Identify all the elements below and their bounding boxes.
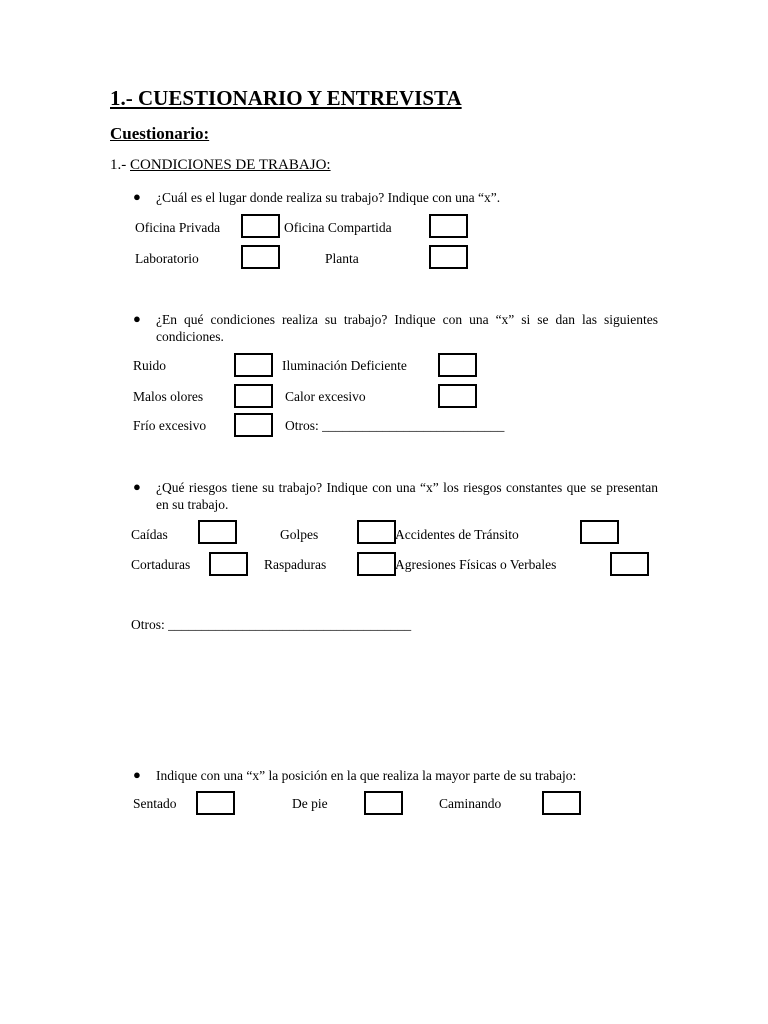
option-label: Sentado bbox=[133, 796, 177, 811]
checkbox-caidas[interactable] bbox=[198, 520, 237, 544]
checkbox-iluminacion-deficiente[interactable] bbox=[438, 353, 477, 377]
option-label: Calor excesivo bbox=[285, 389, 366, 404]
checkbox-calor-excesivo[interactable] bbox=[438, 384, 477, 408]
option-label: Laboratorio bbox=[135, 251, 199, 266]
subtitle: Cuestionario: bbox=[110, 124, 210, 143]
checkbox-agresiones-fisicas-o-verbales[interactable] bbox=[610, 552, 649, 576]
checkbox-planta[interactable] bbox=[429, 245, 468, 269]
bullet-icon: ● bbox=[133, 479, 141, 494]
option-label: Accidentes de Tránsito bbox=[395, 527, 519, 542]
checkbox-oficina-privada[interactable] bbox=[241, 214, 280, 238]
bullet-icon: ● bbox=[133, 767, 141, 782]
option-label: De pie bbox=[292, 796, 328, 811]
checkbox-de-pie[interactable] bbox=[364, 791, 403, 815]
bullet-icon: ● bbox=[133, 311, 141, 326]
checkbox-frio-excesivo[interactable] bbox=[234, 413, 273, 437]
option-label: Oficina Privada bbox=[135, 220, 221, 235]
checkbox-raspaduras[interactable] bbox=[357, 552, 396, 576]
section-number: 1.- bbox=[110, 157, 130, 173]
otros-field[interactable]: Otros: ____________________________________ bbox=[131, 617, 412, 632]
checkbox-sentado[interactable] bbox=[196, 791, 235, 815]
option-label: Caminando bbox=[439, 796, 502, 811]
option-label: Caídas bbox=[131, 527, 168, 542]
question-1-text: ¿Cuál es el lugar donde realiza su trabajo? Indique con una “x”. bbox=[156, 190, 501, 205]
otros-field[interactable]: Otros: ___________________________ bbox=[285, 418, 505, 433]
question-2-text: ¿En qué condiciones realiza su trabajo? Indique con una “x” si se dan las siguientes condiciones. bbox=[156, 312, 658, 344]
page-title: 1.- CUESTIONARIO Y ENTREVISTA bbox=[110, 86, 462, 110]
checkbox-caminando[interactable] bbox=[542, 791, 581, 815]
option-label: Planta bbox=[325, 251, 359, 266]
checkbox-cortaduras[interactable] bbox=[209, 552, 248, 576]
question-4-text: Indique con una “x” la posición en la que realiza la mayor parte de su trabajo: bbox=[156, 768, 577, 783]
checkbox-golpes[interactable] bbox=[357, 520, 396, 544]
option-label: Oficina Compartida bbox=[284, 220, 392, 235]
option-label: Cortaduras bbox=[131, 557, 191, 572]
option-label: Agresiones Físicas o Verbales bbox=[395, 557, 557, 572]
checkbox-oficina-compartida[interactable] bbox=[429, 214, 468, 238]
option-label: Raspaduras bbox=[264, 557, 327, 572]
option-label: Ruido bbox=[133, 358, 167, 373]
section-name: CONDICIONES DE TRABAJO: bbox=[130, 157, 331, 173]
checkbox-accidentes-de-transito[interactable] bbox=[580, 520, 619, 544]
question-3-text: ¿Qué riesgos tiene su trabajo? Indique con una “x” los riesgos constantes que se presentan en su trabajo. bbox=[156, 480, 658, 512]
checkbox-malos-olores[interactable] bbox=[234, 384, 273, 408]
option-label: Malos olores bbox=[133, 389, 204, 404]
checkbox-laboratorio[interactable] bbox=[241, 245, 280, 269]
section-heading bbox=[110, 157, 331, 174]
option-label: Golpes bbox=[280, 527, 319, 542]
option-label: Frío excesivo bbox=[133, 418, 207, 433]
option-label: Iluminación Deficiente bbox=[282, 358, 407, 373]
bullet-icon: ● bbox=[133, 189, 141, 204]
checkbox-ruido[interactable] bbox=[234, 353, 273, 377]
